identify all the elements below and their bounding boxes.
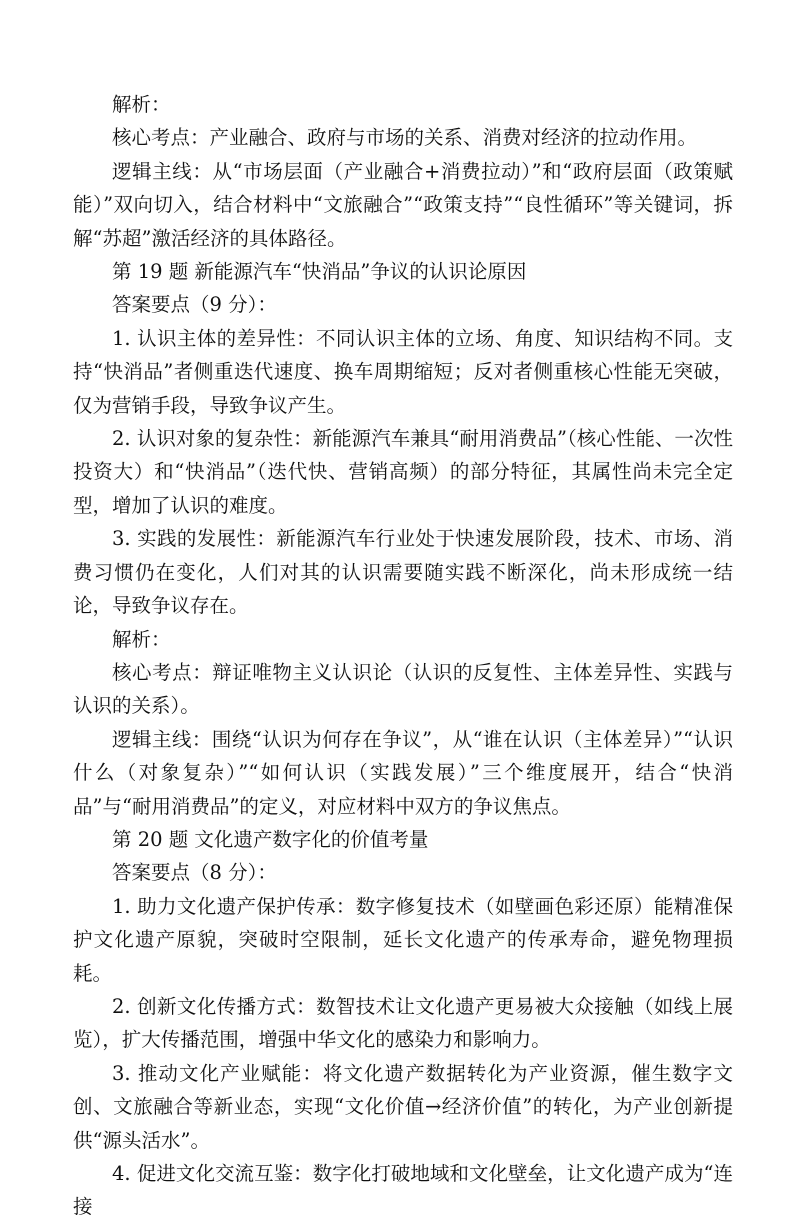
answer-points-heading-19: 答案要点（9 分）：: [112, 293, 277, 317]
answer-20-point-2: 2. 创新文化传播方式：数智技术让文化遗产更易被大众接触（如线上展览），扩大传播范围，增强中华文化的感染力和影响力。: [73, 994, 733, 1052]
document-page: [73, 88, 733, 1224]
answer-19-point-3: 3. 实践的发展性：新能源汽车行业处于快速发展阶段，技术、市场、消费习惯仍在变化，人们对其的认识需要随实践不断深化，尚未形成统一结论，导致争议存在。: [73, 527, 733, 618]
question-19-title: 第 19 题 新能源汽车“快消品”争议的认识论原因: [112, 260, 527, 284]
analysis-heading-2: 解析：: [112, 627, 171, 651]
answer-20-point-1: 1. 助力文化遗产保护传承：数字修复技术（如壁画色彩还原）能精准保护文化遗产原貌，突破时空限制，延长文化遗产的传承寿命，避免物理损耗。: [73, 894, 733, 985]
answer-19-point-1: 1. 认识主体的差异性：不同认识主体的立场、角度、知识结构不同。支持“快消品”者侧重迭代速度、换车周期缩短；反对者侧重核心性能无突破，仅为营销手段，导致争议产生。: [73, 326, 733, 417]
logic-line-2: 逻辑主线：围绕“认识为何存在争议”，从“谁在认识（主体差异）”“认识什么（对象复杂）”“如何认识（实践发展）”三个维度展开，结合“快消品”与“耐用消费品”的定义，对应材料中双方的争议焦点。: [73, 727, 733, 818]
core-points-2: 核心考点：辩证唯物主义认识论（认识的反复性、主体差异性、实践与认识的关系）。: [73, 660, 733, 718]
logic-line-1: 逻辑主线：从“市场层面（产业融合+消费拉动）”和“政府层面（政策赋能）”双向切入，结合材料中“文旅融合”“政策支持”“良性循环”等关键词，拆解“苏超”激活经济的具体路径。: [73, 159, 733, 250]
answer-20-point-4: 4. 促进文化交流互鉴：数字化打破地域和文化壁垒，让文化遗产成为“连接: [73, 1162, 733, 1219]
answer-points-heading-20: 答案要点（8 分）：: [112, 861, 277, 885]
core-points-1: 核心考点：产业融合、政府与市场的关系、消费对经济的拉动作用。: [112, 126, 698, 150]
analysis-heading-1: 解析：: [112, 93, 171, 116]
answer-19-point-2: 2. 认识对象的复杂性：新能源汽车兼具“耐用消费品”（核心性能、一次性投资大）和“快消品”（迭代快、营销高频）的部分特征，其属性尚未完全定型，增加了认识的难度。: [73, 427, 733, 517]
question-20-title: 第 20 题 文化遗产数字化的价值考量: [112, 827, 429, 851]
answer-20-point-3: 3. 推动文化产业赋能：将文化遗产数据转化为产业资源，催生数字文创、文旅融合等新业态，实现“文化价值→经济价值”的转化，为产业创新提供“源头活水”。: [73, 1061, 733, 1152]
